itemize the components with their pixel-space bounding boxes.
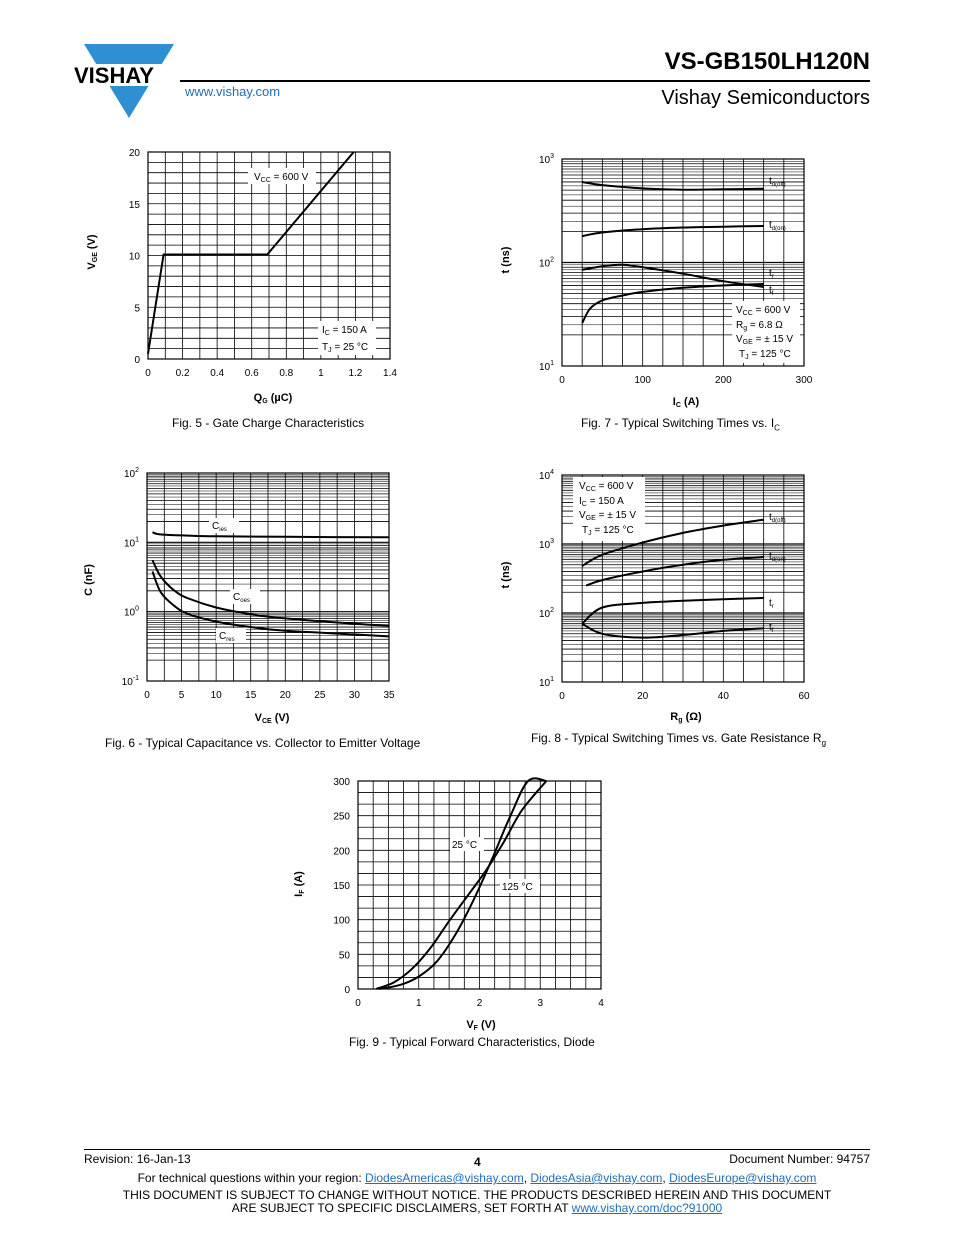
fig8-label-tf: $t_f$ bbox=[769, 622, 774, 634]
fig6-xtick: 30 bbox=[348, 690, 360, 701]
website-link[interactable]: www.vishay.com bbox=[185, 84, 281, 99]
fig8-annot-tj: $T_J = 125$ °C bbox=[582, 525, 634, 537]
fig5-xtick: 0 bbox=[145, 368, 151, 379]
fig5-xtick: 1.2 bbox=[348, 368, 363, 379]
fig7-xlabel: IC (A) bbox=[672, 396, 700, 409]
fig7-label-tdon: $t_{d(on)}$ bbox=[769, 220, 786, 232]
fig9-ytick: 300 bbox=[333, 777, 350, 788]
fig5-xtick: 0.4 bbox=[210, 368, 225, 379]
part-number: VS-GB150LH120N bbox=[664, 48, 870, 75]
fig6-label-cres: $C_{res}$ bbox=[219, 631, 235, 643]
fig8-xtick: 0 bbox=[559, 691, 565, 702]
fig8-ytick: $10^4$ bbox=[538, 469, 554, 482]
fig9-ytick: 150 bbox=[333, 881, 350, 892]
fig6-label-cies: $C_{ies}$ bbox=[212, 521, 227, 533]
fig8-caption-sub: g bbox=[821, 738, 827, 748]
email-asia-link[interactable]: DiodesAsia@vishay.com bbox=[530, 1171, 663, 1185]
footer-rule bbox=[84, 1149, 870, 1150]
fig6-xtick: 20 bbox=[279, 690, 291, 701]
fig6-label-coes: $C_{oes}$ bbox=[233, 592, 250, 604]
fig7-caption-sub: C bbox=[774, 423, 780, 433]
fig8-ytick: $10^3$ bbox=[538, 538, 554, 551]
fig8-xtick: 20 bbox=[637, 691, 649, 702]
fig9-xtick: 2 bbox=[476, 998, 483, 1009]
fig5-annot-ic: $I_C = 150$ A bbox=[322, 325, 367, 337]
fig9-caption: Fig. 9 - Typical Forward Characteristics, Diode bbox=[349, 1035, 595, 1049]
fig8-annot-ic: $I_C = 150$ A bbox=[579, 496, 624, 508]
fig6-xtick: 25 bbox=[314, 690, 326, 701]
fig8-ytick: $10^1$ bbox=[538, 676, 554, 689]
footer-disclaimer-1: THIS DOCUMENT IS SUBJECT TO CHANGE WITHOUT NOTICE. THE PRODUCTS DESCRIBED HEREIN AND THIS DOCUMENT bbox=[122, 1188, 832, 1202]
fig7-label-tr: $t_r$ bbox=[769, 268, 774, 280]
fig9-label-25c: 25 °C bbox=[452, 840, 478, 851]
disclaimer-link[interactable]: www.vishay.com/doc?91000 bbox=[571, 1201, 723, 1215]
fig5-ytick: 5 bbox=[134, 303, 140, 315]
fig8-label-tdon: $t_{d(on)}$ bbox=[769, 551, 786, 563]
fig9-ytick: 100 bbox=[333, 915, 350, 927]
fig7-caption-text: Fig. 7 - Typical Switching Times vs. I bbox=[581, 416, 775, 430]
fig8-label-tr: $t_r$ bbox=[769, 598, 774, 610]
fig8-annot-vge: $V_{GE}$ = ± 15 V bbox=[579, 510, 637, 522]
fig8-xlabel: Rg (Ω) bbox=[670, 711, 702, 724]
fig7-annot-tj: $T_J = 125$ °C bbox=[739, 349, 791, 361]
fig6-xtick: 35 bbox=[383, 690, 395, 701]
fig7-xtick: 100 bbox=[634, 375, 652, 386]
fig8-annot-vcc: $V_{CC} = 600$ V bbox=[579, 481, 634, 493]
fig5-ytick: 20 bbox=[128, 148, 140, 159]
fig9-xlabel: VF (V) bbox=[466, 1019, 496, 1032]
footer-disclaimer-2 bbox=[0, 1201, 954, 1215]
fig9-xtick: 3 bbox=[537, 998, 544, 1009]
footer-revision: Revision: 16-Jan-13 bbox=[84, 1152, 191, 1166]
fig9-ylabel: IF (A) bbox=[293, 871, 306, 897]
fig7-ytick: $10^2$ bbox=[538, 256, 554, 270]
fig9-xtick: 0 bbox=[355, 998, 361, 1009]
fig9-ytick: 50 bbox=[338, 950, 350, 962]
fig6-ytick: $10^{-1}$ bbox=[121, 675, 139, 688]
fig7-annot-vge: $V_{GE}$ = ± 15 V bbox=[736, 334, 794, 346]
fig5-xtick: 1 bbox=[318, 368, 324, 379]
fig7-label-tf: $t_f$ bbox=[769, 285, 774, 297]
fig7-xtick: 300 bbox=[795, 375, 813, 386]
fig7-xtick: 0 bbox=[559, 375, 565, 386]
fig5-ylabel: VGE (V) bbox=[86, 234, 99, 270]
fig5-xtick: 0.8 bbox=[279, 368, 294, 379]
fig7-ytick: $10^1$ bbox=[538, 360, 554, 373]
footer-disclaimer-2-text: ARE SUBJECT TO SPECIFIC DISCLAIMERS, SET FORTH AT bbox=[231, 1201, 572, 1215]
fig8-ytick: $10^2$ bbox=[538, 607, 554, 620]
fig6-xtick: 10 bbox=[210, 690, 222, 701]
fig9-label-125c: 125 °C bbox=[502, 882, 533, 893]
footer-sep-2: , bbox=[662, 1171, 670, 1185]
fig6-ylabel: C (nF) bbox=[83, 564, 95, 596]
fig6-xlabel: VCE (V) bbox=[254, 712, 290, 725]
fig5-xlabel: QG (µC) bbox=[253, 392, 293, 405]
fig6-ytick: $10^2$ bbox=[123, 467, 139, 480]
fig7-annot-rg: $R_g = 6.8$ Ω bbox=[736, 320, 783, 332]
fig6-xtick: 15 bbox=[245, 690, 257, 701]
footer-contacts bbox=[0, 1171, 954, 1185]
footer-sep-1: , bbox=[523, 1171, 531, 1185]
footer-doc-number: Document Number: 94757 bbox=[729, 1152, 870, 1166]
fig7-annot-vcc: $V_{CC} = 600$ V bbox=[736, 305, 791, 317]
fig9-ytick: 200 bbox=[333, 846, 350, 858]
fig8-ylabel: t (ns) bbox=[500, 561, 512, 589]
fig5-ytick: 10 bbox=[128, 251, 140, 263]
fig6-xtick: 5 bbox=[178, 690, 185, 701]
footer-page: 4 bbox=[474, 1155, 481, 1169]
fig5-ytick: 0 bbox=[134, 355, 140, 366]
fig8-caption-text: Fig. 8 - Typical Switching Times vs. Gate Resistance R bbox=[531, 731, 822, 745]
fig8-label-tdoff: $t_{d(off)}$ bbox=[769, 512, 786, 524]
fig8-xtick: 40 bbox=[717, 691, 729, 702]
fig5-xtick: 1.4 bbox=[383, 368, 397, 379]
email-americas-link[interactable]: DiodesAmericas@vishay.com bbox=[365, 1171, 524, 1185]
footer-tech-prefix: For technical questions within your region: bbox=[137, 1171, 366, 1185]
fig9-ytick: 0 bbox=[344, 985, 350, 996]
fig7-ylabel: t (ns) bbox=[500, 246, 512, 274]
fig5-annot-vcc: $V_{CC} = 600$ V bbox=[254, 172, 309, 184]
fig9-xtick: 1 bbox=[415, 998, 422, 1009]
fig5-caption: Fig. 5 - Gate Charge Characteristics bbox=[172, 416, 365, 430]
fig7-label-tdoff: $t_{d(off)}$ bbox=[769, 176, 786, 188]
fig5-xtick: 0.2 bbox=[175, 368, 190, 379]
fig9-ytick: 250 bbox=[333, 811, 350, 823]
fig6-ytick: $10^1$ bbox=[123, 536, 139, 550]
fig6-ytick: $10^0$ bbox=[123, 605, 139, 619]
fig5-xtick: 0.6 bbox=[244, 368, 259, 379]
fig5-ytick: 15 bbox=[128, 199, 140, 211]
brand-text: VISHAY bbox=[74, 63, 154, 88]
fig6-xtick: 0 bbox=[144, 690, 150, 701]
fig5-annot-tj: $T_J = 25$ °C bbox=[322, 342, 369, 354]
email-europe-link[interactable]: DiodesEurope@vishay.com bbox=[669, 1171, 817, 1185]
fig9-xtick: 4 bbox=[598, 998, 604, 1009]
company-name: Vishay Semiconductors bbox=[661, 87, 870, 109]
fig7-xtick: 200 bbox=[714, 375, 732, 386]
fig7-ytick: $10^3$ bbox=[538, 153, 554, 166]
fig8-xtick: 60 bbox=[798, 691, 810, 702]
fig6-caption: Fig. 6 - Typical Capacitance vs. Collector to Emitter Voltage bbox=[105, 736, 421, 750]
